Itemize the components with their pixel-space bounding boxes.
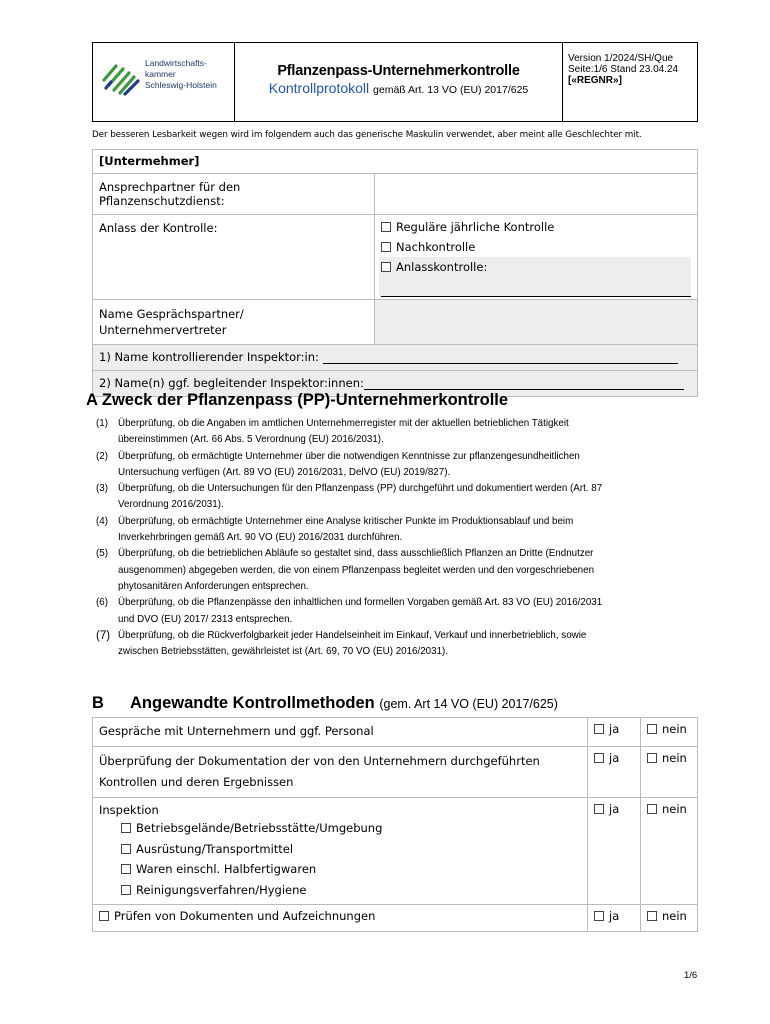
method-label: Gespräche mit Unternehmern und ggf. Personal [93,718,588,747]
no-label: nein [662,751,687,765]
checkbox-icon[interactable] [647,724,657,734]
logo-line-2: kammer [145,69,176,79]
option-occasion-label: Anlasskontrolle: [396,260,488,274]
yes-label: ja [609,909,620,923]
gender-note: Der besseren Lesbarkeit wegen wird im folgendem auch das generische Maskulin verwendet, aber meint alle Geschlechter mit. [92,130,642,140]
item-text-line: zwischen Betriebsstätten, gewährleistet ist (Art. 69, 70 VO (EU) 2016/2031). [118,646,448,658]
purpose-list [96,416,701,660]
list-item [96,546,701,595]
interlocutor-field[interactable] [375,300,698,345]
occasion-blank-line[interactable] [381,296,691,297]
no-label: nein [662,909,687,923]
no-label: nein [662,722,687,736]
inspection-item-label: Reinigungsverfahren/Hygiene [136,882,307,897]
page-number: 1/6 [684,970,698,981]
page-stand-text: Seite:1/6 Stand 23.04.24 [568,64,679,75]
logo-cell [93,43,235,121]
item-text-line: Verordnung 2016/2031). [118,499,224,511]
control-methods-table [92,717,698,932]
interlocutor-label [93,300,375,345]
checkbox-icon[interactable] [647,753,657,763]
document-subtitle [235,80,562,96]
checkbox-icon[interactable] [381,242,391,252]
item-text-line: und DVO (EU) 2017/ 2313 entsprechen. [118,613,293,625]
list-item [96,628,701,661]
inspector-row [93,345,698,371]
logo-line-3: Schleswig-Holstein [145,80,217,90]
yes-label: ja [609,802,620,816]
option-occasion[interactable] [379,257,691,297]
option-follow-up-label: Nachkontrolle [396,240,476,254]
checkbox-icon[interactable] [594,724,604,734]
item-number: (2) [96,450,108,462]
no-option[interactable] [641,747,698,798]
logo-line-1: Landwirtschafts- [145,58,207,68]
method-label: Prüfen von Dokumenten und Aufzeichnungen [114,909,376,923]
method-inspection [93,798,588,905]
regnr-field[interactable]: [«REGNR»] [568,75,622,86]
method-label-line: Überprüfung der Dokumentation der von den Unternehmern durchgeführten [99,754,540,768]
interlocutor-label-line-2: Unternehmervertreter [99,323,227,337]
checkbox-icon[interactable] [381,262,391,272]
logo-text [145,58,217,91]
item-text-line: phytosanitären Anforderungen entsprechen. [118,580,309,592]
item-text-line: Untersuchung verfügen (Art. 89 VO (EU) 2016/2031, DelVO (EU) 2019/827). [118,466,451,478]
item-number: (4) [96,515,108,527]
subtitle-legal-basis: gemäß Art. 13 VO (EU) 2017/625 [373,84,529,96]
method-label-line: Kontrollen und deren Ergebnissen [99,775,294,789]
option-follow-up[interactable] [381,237,691,257]
checkbox-icon[interactable] [594,804,604,814]
item-text-line: Überprüfung, ob die betrieblichen Abläufe so gestaltet sind, dass ausschließlich Pflanzen an Dritte (Endnutzer [118,548,594,560]
inspection-reason-label: Anlass der Kontrolle: [93,215,375,300]
section-a-heading: A Zweck der Pflanzenpass (PP)-Unternehmerkontrolle [86,391,509,409]
yes-option[interactable] [588,798,641,905]
version-text: Version 1/2024/SH/Que [568,53,674,64]
list-item [96,514,701,547]
inspection-reason-options [375,215,698,300]
item-text-line: Überprüfung, ob die Pflanzenpässe den inhaltlichen und formellen Vorgaben gemäß Art. 83 VO (EU) 2016/2031 [118,597,603,609]
accompanying-inspector-line[interactable] [364,389,684,390]
item-text-line: Überprüfung, ob die Angaben im amtlichen Unternehmerregister mit der aktuellen betrieblichen Tätigkeit [118,418,569,429]
item-text-line: ausgenommen) abgegeben werden, die von einem Pflanzenpass begleitet werden und den vorgeschriebenen [118,564,595,576]
item-number: (6) [96,597,108,609]
no-label: nein [662,802,687,816]
inspector-name-line[interactable] [323,363,678,364]
yes-option[interactable] [588,747,641,798]
subtitle-main: Kontrollprotokoll [268,80,370,96]
list-item [96,595,701,628]
inspection-item-grounds[interactable] [99,818,581,839]
section-b-letter: B [92,694,104,712]
option-regular-label: Reguläre jährliche Kontrolle [396,220,555,234]
inspection-item-label: Betriebsgelände/Betriebsstätte/Umgebung [136,821,383,835]
contact-person-label: Ansprechpartner für den Pflanzenschutzdienst: [93,174,375,215]
section-b-heading [92,694,558,713]
section-b-subtitle: (gem. Art 14 VO (EU) 2017/625) [379,697,558,711]
meta-cell [563,43,697,121]
checkbox-icon[interactable] [121,864,131,874]
inspection-item-equipment[interactable] [99,839,581,860]
yes-label: ja [609,751,620,765]
option-regular[interactable] [381,217,691,237]
yes-option[interactable] [588,718,641,747]
section-b-title: Angewandte Kontrollmethoden [130,694,375,712]
checkbox-icon[interactable] [121,823,131,833]
yes-label: ja [609,722,620,736]
item-text-line: Überprüfung, ob ermächtigte Unternehmer eine Analyse kritischer Punkte im Produktionsablauf und beim [118,515,574,527]
title-cell [235,43,563,121]
list-item [96,416,701,449]
inspection-item-cleaning[interactable] [99,880,581,901]
item-text-line: Überprüfung, ob die Rückverfolgbarkeit jeder Handelseinheit im Einkauf, Verkauf und innerbetrieblich, sowie [118,629,587,641]
list-item [96,449,701,482]
checkbox-icon[interactable] [594,753,604,763]
no-option[interactable] [641,905,698,932]
item-number: (5) [96,548,108,560]
item-text-line: Überprüfung, ob ermächtigte Unternehmer über die notwendigen Kenntnisse zur pflanzengesundheitlichen [118,450,580,462]
method-documents[interactable] [93,905,588,932]
accompanying-inspector-label: 2) Name(n) ggf. begleitender Inspektor:innen: [99,376,364,390]
inspection-item-goods[interactable] [99,859,581,880]
inspector-label: 1) Name kontrollierender Inspektor:in: [99,350,319,364]
list-item [96,481,701,514]
checkbox-icon[interactable] [99,911,109,921]
checkbox-icon[interactable] [121,885,131,895]
item-number: (1) [96,418,108,429]
company-info-table [92,149,698,397]
method-label: Inspektion [99,803,159,817]
method-label [93,747,588,798]
yes-option[interactable] [588,905,641,932]
chamber-logo-icon [101,60,141,96]
item-number: (7) [96,629,111,642]
no-option[interactable] [641,798,698,905]
document-title: Pflanzenpass-Unternehmerkontrolle [277,63,520,79]
document-header [92,42,698,122]
contact-person-field[interactable] [375,174,698,215]
item-text-line: Inverkehrbringen gemäß Art. 90 VO (EU) 2016/2031 durchführen. [118,532,403,544]
checkbox-icon[interactable] [381,222,391,232]
company-name-field[interactable]: [Untermehmer] [93,150,698,174]
checkbox-icon[interactable] [647,804,657,814]
checkbox-icon[interactable] [121,844,131,854]
no-option[interactable] [641,718,698,747]
item-text-line: Überprüfung, ob die Untersuchungen für den Pflanzenpass (PP) durchgeführt und dokumentiert werden (Art. 87 [118,483,603,495]
checkbox-icon[interactable] [647,911,657,921]
interlocutor-label-line-1: Name Gesprächspartner/ [99,307,244,321]
item-text-line: übereinstimmen (Art. 66 Abs. 5 Verordnung (EU) 2016/2031). [118,434,384,446]
checkbox-icon[interactable] [594,911,604,921]
inspection-item-label: Waren einschl. Halbfertigwaren [136,862,317,876]
inspection-item-label: Ausrüstung/Transportmittel [136,841,294,856]
item-number: (3) [96,483,108,495]
